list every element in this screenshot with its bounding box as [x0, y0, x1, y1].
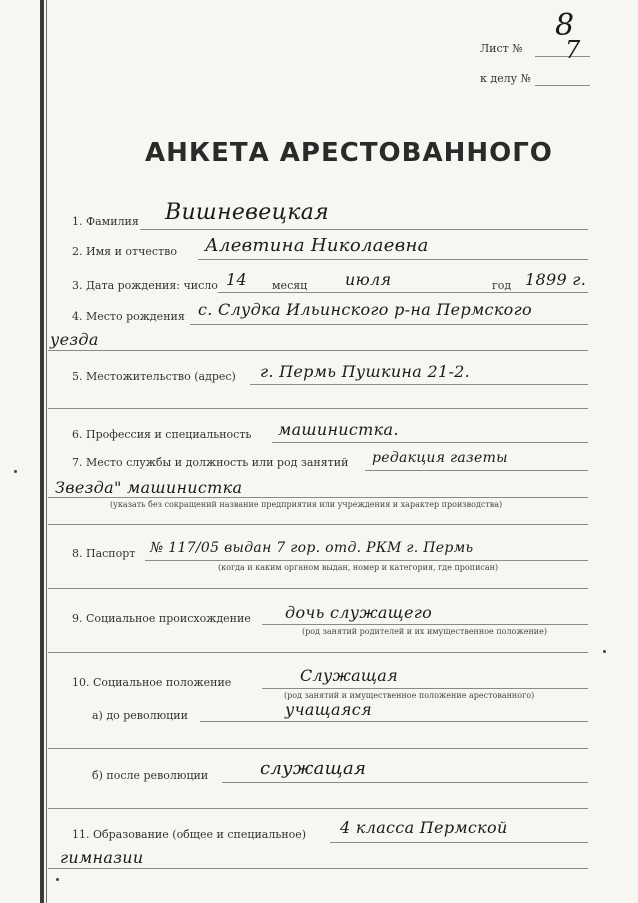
profession-line: [272, 442, 588, 443]
social-status-value: Служащая: [300, 666, 398, 685]
social-origin-value: дочь служащего: [285, 603, 433, 622]
birthplace-line-2: [48, 350, 588, 351]
workplace-line-3: [48, 524, 588, 525]
social-origin-note: (род занятий родителей и их имущественное положение): [302, 627, 547, 636]
page-title: АНКЕТА АРЕСТОВАННОГО: [145, 138, 553, 168]
surname-value: Вишневецкая: [165, 200, 329, 225]
after-revolution-value: служащая: [260, 758, 367, 779]
residence-line: [250, 384, 588, 385]
name-value: Алевтина Николаевна: [205, 235, 429, 256]
name-line: [198, 259, 588, 260]
passport-value: № 117/05 выдан 7 гор. отд. РКМ г. Пермь: [150, 540, 474, 556]
binding-edge-line: [46, 0, 47, 903]
birth-year: 1899 г.: [525, 270, 587, 289]
education-line-2: [48, 868, 588, 869]
workplace-line-1: [365, 470, 588, 471]
ink-mark: [14, 470, 17, 473]
workplace-note: (указать без сокращений название предприятия или учреждения и характер производства): [110, 500, 503, 509]
birth-label: 3. Дата рождения: число: [72, 279, 218, 292]
after-revolution-line-2: [48, 808, 588, 809]
birth-year-label: год: [492, 279, 512, 292]
education-label: 11. Образование (общее и специальное): [72, 828, 307, 841]
name-label: 2. Имя и отчество: [72, 245, 177, 258]
after-revolution-label: б) после революции: [92, 769, 209, 782]
binding-edge: [40, 0, 44, 903]
birthplace-value-2: уезда: [50, 330, 99, 349]
surname-label: 1. Фамилия: [72, 215, 139, 228]
surname-line: [140, 229, 588, 230]
passport-line-2: [48, 588, 588, 589]
passport-note: (когда и каким органом выдан, номер и категория, где прописан): [218, 563, 499, 572]
before-revolution-line: [200, 721, 588, 722]
residence-line-2: [48, 408, 588, 409]
social-origin-line-2: [48, 652, 588, 653]
before-revolution-line-2: [48, 748, 588, 749]
birth-line: [218, 292, 588, 293]
case-label: к делу №: [480, 72, 532, 85]
workplace-line-2: [48, 497, 588, 498]
passport-line: [145, 560, 588, 561]
education-line-1: [330, 842, 588, 843]
ink-mark: [56, 878, 59, 881]
residence-value: г. Пермь Пушкина 21-2.: [260, 362, 471, 381]
sheet-label: Лист №: [480, 42, 523, 55]
sheet-number-line: [535, 56, 590, 57]
workplace-label: 7. Место службы и должность или род занятий: [72, 456, 349, 469]
education-value-1: 4 класса Пермской: [340, 818, 508, 837]
case-number-line: [535, 85, 590, 86]
birthplace-label: 4. Место рождения: [72, 310, 185, 323]
residence-label: 5. Местожительство (адрес): [72, 370, 236, 383]
social-origin-line: [262, 624, 588, 625]
social-status-note: (род занятий и имущественное положение арестованного): [284, 691, 535, 700]
sheet-number-correction: 8: [555, 8, 575, 43]
sheet-number: 7: [565, 36, 581, 64]
workplace-value-1: редакция газеты: [372, 450, 508, 466]
after-revolution-line: [222, 782, 588, 783]
education-value-2: гимназии: [60, 848, 144, 867]
birthplace-line-1: [190, 324, 588, 325]
birthplace-value-1: с. Слудка Ильинского р-на Пермского: [198, 300, 532, 319]
before-revolution-value: учащаяся: [285, 700, 372, 719]
social-status-line: [262, 688, 588, 689]
birth-day: 14: [226, 270, 247, 289]
birth-month-label: месяц: [272, 279, 308, 292]
social-origin-label: 9. Социальное происхождение: [72, 612, 251, 625]
ink-mark: [603, 650, 606, 653]
before-revolution-label: а) до революции: [92, 709, 188, 722]
profession-value: машинистка.: [278, 420, 399, 439]
birth-month: июля: [345, 270, 392, 289]
social-status-label: 10. Социальное положение: [72, 676, 232, 689]
workplace-value-2: Звезда" машинистка: [55, 478, 243, 497]
profession-label: 6. Профессия и специальность: [72, 428, 252, 441]
passport-label: 8. Паспорт: [72, 547, 136, 560]
